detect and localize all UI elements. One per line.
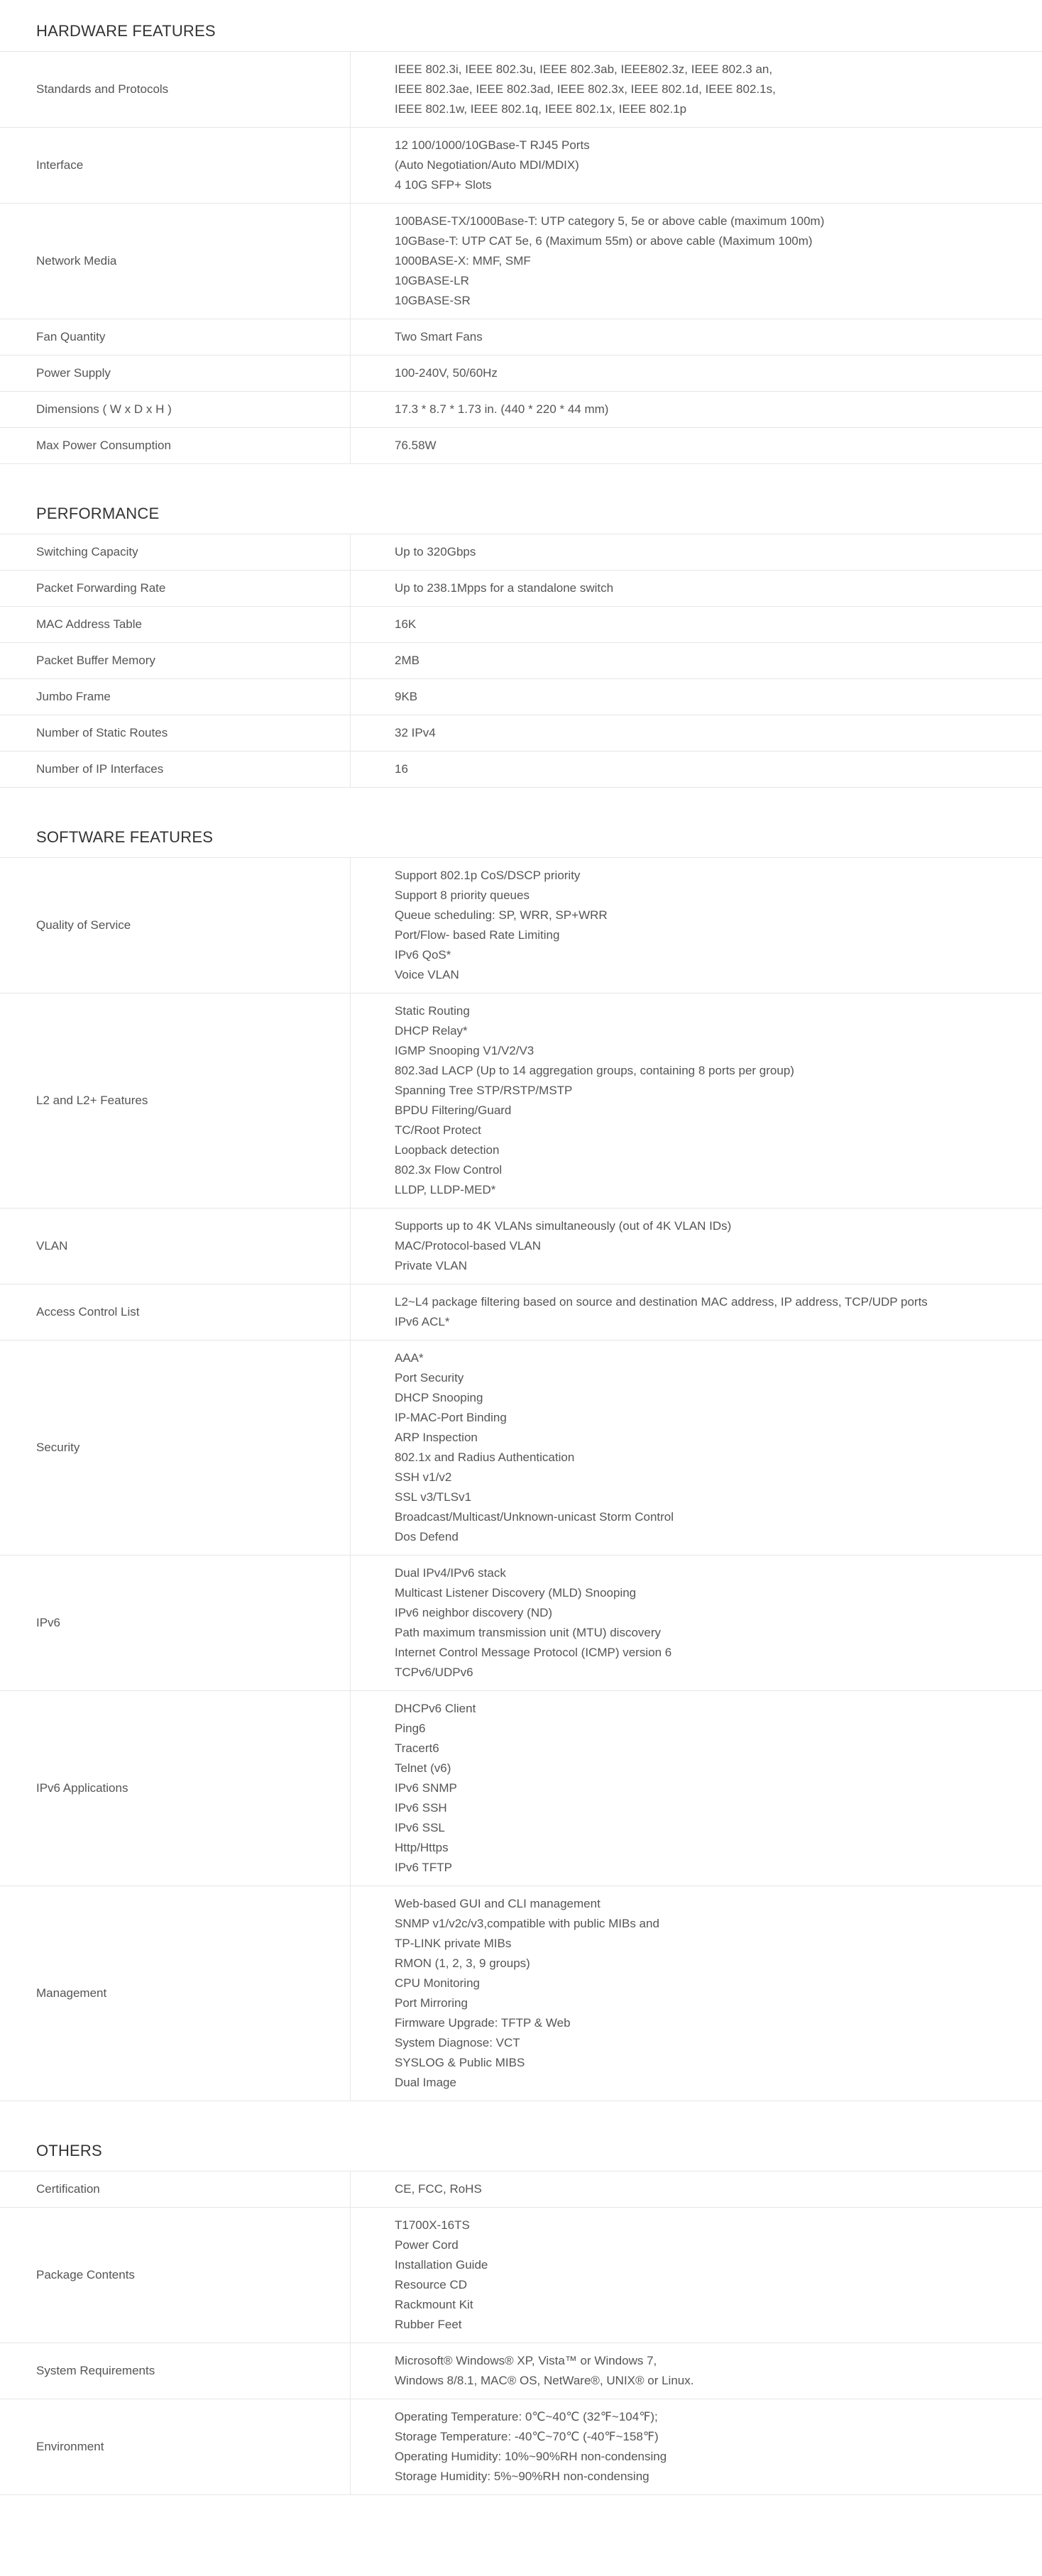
spec-value-line: LLDP, LLDP-MED* (395, 1183, 496, 1196)
spec-value-line: Operating Humidity: 10%~90%RH non-condensing (395, 2450, 667, 2463)
spec-value (351, 392, 1042, 427)
spec-row (0, 606, 1042, 642)
section-spacer (0, 2101, 1042, 2120)
spec-value-line: Dual Image (395, 2076, 456, 2089)
spec-value-line: 100-240V, 50/60Hz (395, 366, 498, 380)
spec-row (0, 570, 1042, 606)
spec-value-line: IPv6 SNMP (395, 1781, 457, 1795)
spec-value (351, 204, 1042, 319)
spec-value-line: Storage Humidity: 5%~90%RH non-condensing (395, 2470, 649, 2483)
spec-value-line: CE, FCC, RoHS (395, 2182, 482, 2196)
spec-value-line: Voice VLAN (395, 968, 459, 981)
spec-table (0, 857, 1042, 2101)
spec-value-line: IP-MAC-Port Binding (395, 1411, 507, 1424)
section-performance (0, 483, 1042, 806)
section-spacer (0, 2495, 1042, 2514)
spec-value-line: Tracert6 (395, 1741, 439, 1755)
spec-value-line: System Diagnose: VCT (395, 2036, 520, 2049)
spec-row (0, 2207, 1042, 2343)
spec-value-line: Port Mirroring (395, 1996, 468, 2010)
spec-row (0, 993, 1042, 1208)
spec-value-line: TC/Root Protect (395, 1123, 481, 1137)
spec-value-line: 802.3ad LACP (Up to 14 aggregation groups, containing 8 ports per group) (395, 1064, 794, 1077)
spec-label: Security (0, 1341, 351, 1555)
spec-value-line: Firmware Upgrade: TFTP & Web (395, 2016, 571, 2030)
spec-row (0, 1886, 1042, 2101)
spec-value-line: IPv6 SSL (395, 1821, 445, 1834)
spec-value-line: RMON (1, 2, 3, 9 groups) (395, 1956, 530, 1970)
spec-value-line: Storage Temperature: -40℃~70℃ (-40℉~158℉) (395, 2430, 659, 2443)
spec-value (351, 1691, 1042, 1886)
spec-label: Power Supply (0, 356, 351, 391)
spec-value-line: 10GBASE-SR (395, 294, 471, 307)
spec-label: Management (0, 1886, 351, 2101)
spec-value (351, 2399, 1042, 2494)
spec-value-line: 76.58W (395, 439, 437, 452)
spec-value-line: IPv6 TFTP (395, 1861, 452, 1874)
spec-value (351, 571, 1042, 606)
spec-value-line: IPv6 SSH (395, 1801, 447, 1815)
spec-value (351, 128, 1042, 203)
section-hardware-features (0, 0, 1042, 483)
spec-value-line: Spanning Tree STP/RSTP/MSTP (395, 1084, 573, 1097)
spec-label: IPv6 Applications (0, 1691, 351, 1886)
spec-value (351, 1341, 1042, 1555)
spec-label: Packet Forwarding Rate (0, 571, 351, 606)
spec-value-line: 2MB (395, 654, 419, 667)
spec-value (351, 52, 1042, 127)
spec-label: Interface (0, 128, 351, 203)
spec-row (0, 203, 1042, 319)
spec-row (0, 427, 1042, 464)
spec-row (0, 2399, 1042, 2495)
spec-value-line: Port Security (395, 1371, 464, 1385)
spec-value-line: Web-based GUI and CLI management (395, 1897, 600, 1910)
spec-value (351, 1556, 1042, 1690)
spec-value-line: IPv6 ACL* (395, 1315, 450, 1328)
section-title: SOFTWARE FEATURES (36, 828, 214, 846)
spec-value-line: Rackmount Kit (395, 2298, 473, 2311)
spec-label: Jumbo Frame (0, 679, 351, 715)
spec-label: Package Contents (0, 2208, 351, 2343)
spec-value (351, 679, 1042, 715)
spec-value (351, 643, 1042, 678)
spec-value-line: Port/Flow- based Rate Limiting (395, 928, 560, 942)
spec-value (351, 1284, 1042, 1340)
spec-value-line: Private VLAN (395, 1259, 468, 1272)
spec-value-line: MAC/Protocol-based VLAN (395, 1239, 541, 1253)
spec-value-line: Support 802.1p CoS/DSCP priority (395, 869, 581, 882)
spec-label: Quality of Service (0, 858, 351, 993)
spec-value-line: IPv6 QoS* (395, 948, 451, 962)
spec-value-line: IEEE 802.3i, IEEE 802.3u, IEEE 802.3ab, IEEE802.3z, IEEE 802.3 an, (395, 62, 773, 76)
spec-value-line: IPv6 neighbor discovery (ND) (395, 1606, 553, 1619)
spec-row (0, 391, 1042, 427)
spec-value-line: 32 IPv4 (395, 726, 436, 739)
spec-value-line: ARP Inspection (395, 1431, 478, 1444)
spec-value-line: SNMP v1/v2c/v3,compatible with public MIBs and (395, 1917, 659, 1930)
section-spacer (0, 464, 1042, 483)
spec-row (0, 2343, 1042, 2399)
spec-value-line: Dual IPv4/IPv6 stack (395, 1566, 506, 1580)
spec-value-line: Support 8 priority queues (395, 888, 530, 902)
spec-value-line: DHCPv6 Client (395, 1702, 476, 1715)
spec-value-line: Telnet (v6) (395, 1761, 451, 1775)
spec-label: Dimensions ( W x D x H ) (0, 392, 351, 427)
spec-value-line: Path maximum transmission unit (MTU) discovery (395, 1626, 662, 1639)
spec-value (351, 2172, 1042, 2207)
spec-label: IPv6 (0, 1556, 351, 1690)
spec-value-line: SSH v1/v2 (395, 1470, 452, 1484)
spec-label: Number of IP Interfaces (0, 752, 351, 787)
spec-value (351, 534, 1042, 570)
spec-label: Standards and Protocols (0, 52, 351, 127)
spec-value (351, 1886, 1042, 2101)
spec-value-line: Two Smart Fans (395, 330, 483, 343)
spec-value (351, 858, 1042, 993)
spec-value-line: Multicast Listener Discovery (MLD) Snooping (395, 1586, 637, 1600)
spec-row (0, 1555, 1042, 1690)
section-others (0, 2120, 1042, 2514)
spec-value-line: Operating Temperature: 0℃~40℃ (32℉~104℉); (395, 2410, 658, 2423)
spec-value-line: 10GBASE-LR (395, 274, 469, 287)
spec-label: Fan Quantity (0, 319, 351, 355)
spec-value-line: 802.1x and Radius Authentication (395, 1451, 575, 1464)
spec-value-line: SSL v3/TLSv1 (395, 1490, 472, 1504)
spec-label: Packet Buffer Memory (0, 643, 351, 678)
spec-label: Switching Capacity (0, 534, 351, 570)
spec-row (0, 51, 1042, 127)
spec-value-line: AAA* (395, 1351, 424, 1365)
spec-value-line: TP-LINK private MIBs (395, 1937, 512, 1950)
spec-label: System Requirements (0, 2343, 351, 2399)
spec-value-line: 16 (395, 762, 408, 776)
spec-row (0, 319, 1042, 355)
spec-value-line: Up to 238.1Mpps for a standalone switch (395, 581, 614, 595)
spec-table (0, 2171, 1042, 2495)
spec-value (351, 2343, 1042, 2399)
spec-row (0, 678, 1042, 715)
spec-row (0, 534, 1042, 570)
spec-row (0, 751, 1042, 788)
spec-value-line: TCPv6/UDPv6 (395, 1666, 473, 1679)
spec-value-line: Power Cord (395, 2238, 459, 2252)
spec-label: L2 and L2+ Features (0, 993, 351, 1208)
spec-value-line: Microsoft® Windows® XP, Vista™ or Windows 7, (395, 2354, 657, 2367)
spec-value (351, 428, 1042, 463)
spec-value-line: 10GBase-T: UTP CAT 5e, 6 (Maximum 55m) or above cable (Maximum 100m) (395, 234, 813, 248)
spec-row (0, 127, 1042, 203)
spec-label: Network Media (0, 204, 351, 319)
spec-value-line: Installation Guide (395, 2258, 488, 2272)
spec-label: Access Control List (0, 1284, 351, 1340)
spec-value-line: T1700X-16TS (395, 2218, 470, 2232)
spec-value-line: Supports up to 4K VLANs simultaneously (out of 4K VLAN IDs) (395, 1219, 732, 1233)
spec-value-line: IEEE 802.3ae, IEEE 802.3ad, IEEE 802.3x, IEEE 802.1d, IEEE 802.1s, (395, 82, 776, 96)
spec-row (0, 642, 1042, 678)
spec-value-line: Internet Control Message Protocol (ICMP) version 6 (395, 1646, 672, 1659)
spec-table (0, 534, 1042, 788)
spec-value-line: L2~L4 package filtering based on source and destination MAC address, IP address, TCP/UDP ports (395, 1295, 928, 1309)
spec-value-line: Resource CD (395, 2278, 468, 2291)
spec-value-line: 1000BASE-X: MMF, SMF (395, 254, 531, 268)
spec-value-line: 16K (395, 617, 417, 631)
spec-row (0, 857, 1042, 993)
spec-value-line: DHCP Relay* (395, 1024, 468, 1037)
spec-value-line: (Auto Negotiation/Auto MDI/MDIX) (395, 158, 579, 172)
spec-label: MAC Address Table (0, 607, 351, 642)
spec-value-line: IEEE 802.1w, IEEE 802.1q, IEEE 802.1x, IEEE 802.1p (395, 102, 687, 116)
spec-label: Environment (0, 2399, 351, 2494)
spec-value-line: Loopback detection (395, 1143, 500, 1157)
spec-value-line: BPDU Filtering/Guard (395, 1103, 512, 1117)
spec-value (351, 319, 1042, 355)
spec-value (351, 356, 1042, 391)
spec-value (351, 2208, 1042, 2343)
spec-value-line: Dos Defend (395, 1530, 459, 1543)
spec-value-line: Rubber Feet (395, 2318, 462, 2331)
spec-value-line: Static Routing (395, 1004, 470, 1018)
section-software-features (0, 806, 1042, 2120)
spec-value-line: Http/Https (395, 1841, 449, 1854)
spec-label: Certification (0, 2172, 351, 2207)
spec-row (0, 715, 1042, 751)
section-title: OTHERS (36, 2142, 102, 2159)
spec-label: Max Power Consumption (0, 428, 351, 463)
spec-value (351, 752, 1042, 787)
spec-row (0, 2171, 1042, 2207)
spec-value-line: 4 10G SFP+ Slots (395, 178, 492, 192)
spec-row (0, 355, 1042, 391)
spec-value-line: 100BASE-TX/1000Base-T: UTP category 5, 5e or above cable (maximum 100m) (395, 214, 825, 228)
spec-value-line: Up to 320Gbps (395, 545, 476, 558)
spec-value-line: SYSLOG & Public MIBS (395, 2056, 525, 2069)
spec-value-line: CPU Monitoring (395, 1976, 480, 1990)
section-title: PERFORMANCE (36, 505, 160, 522)
spec-value-line: 17.3 * 8.7 * 1.73 in. (440 * 220 * 44 mm) (395, 402, 609, 416)
spec-value (351, 993, 1042, 1208)
spec-value-line: 9KB (395, 690, 418, 703)
spec-value-line: Ping6 (395, 1722, 426, 1735)
spec-value-line: IGMP Snooping V1/V2/V3 (395, 1044, 534, 1057)
spec-value-line: Broadcast/Multicast/Unknown-unicast Storm Control (395, 1510, 674, 1524)
spec-row (0, 1340, 1042, 1555)
section-spacer (0, 788, 1042, 806)
spec-label: VLAN (0, 1209, 351, 1284)
section-title: HARDWARE FEATURES (36, 22, 216, 40)
spec-value (351, 607, 1042, 642)
spec-value (351, 715, 1042, 751)
spec-value (351, 1209, 1042, 1284)
spec-value-line: Queue scheduling: SP, WRR, SP+WRR (395, 908, 608, 922)
spec-value-line: 12 100/1000/10GBase-T RJ45 Ports (395, 138, 590, 152)
spec-label: Number of Static Routes (0, 715, 351, 751)
spec-value-line: Windows 8/8.1, MAC® OS, NetWare®, UNIX® or Linux. (395, 2374, 694, 2387)
spec-row (0, 1208, 1042, 1284)
spec-value-line: DHCP Snooping (395, 1391, 483, 1404)
spec-row (0, 1690, 1042, 1886)
spec-row (0, 1284, 1042, 1340)
spec-value-line: 802.3x Flow Control (395, 1163, 503, 1177)
spec-table (0, 51, 1042, 464)
